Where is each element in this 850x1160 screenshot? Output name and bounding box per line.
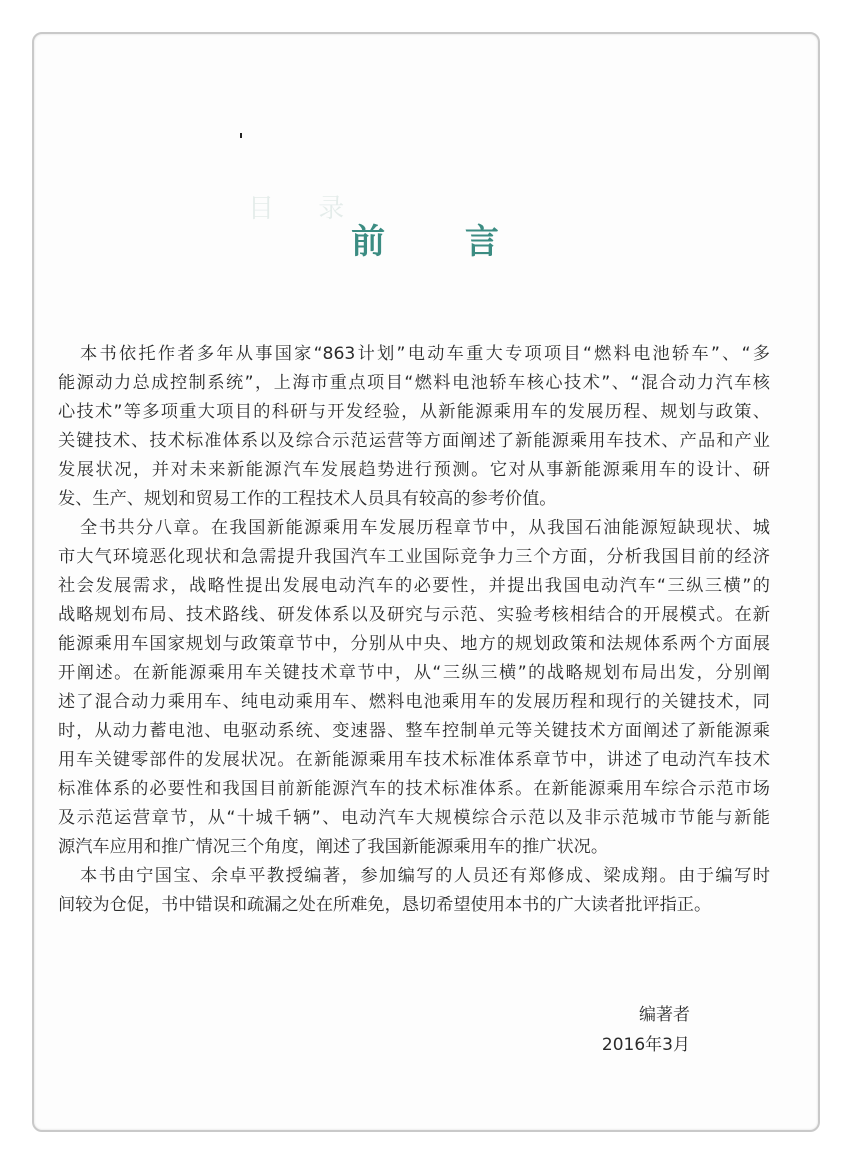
- paragraph-line: 战略规划布局、技术路线、研发体系以及研究与示范、实验考核相结合的开展模式。在新: [58, 605, 770, 625]
- page-title: 前 言: [351, 222, 533, 262]
- paragraph-line: 社会发展需求，战略性提出发展电动汽车的必要性，并提出我国电动汽车“三纵三横”的: [58, 576, 770, 596]
- paragraph-line: 发、生产、规划和贸易工作的工程技术人员具有较高的参考价值。: [58, 489, 557, 509]
- paragraph-line: 用车关键零部件的发展状况。在新能源乘用车技术标准体系章节中，讲述了电动汽车技术: [58, 750, 770, 770]
- paragraph-line: 全书共分八章。在我国新能源乘用车发展历程章节中，从我国石油能源短缺现状、城: [80, 518, 770, 538]
- paragraph-line: 标准体系的必要性和我国目前新能源汽车的技术标准体系。在新能源乘用车综合示范市场: [58, 779, 770, 799]
- paragraph-line: 心技术”等多项重大项目的科研与开发经验，从新能源乘用车的发展历程、规划与政策、: [58, 402, 770, 422]
- paragraph-line: 发展状况，并对未来新能源汽车发展趋势进行预测。它对从事新能源乘用车的设计、研: [58, 460, 770, 480]
- paragraph-line: 时，从动力蓄电池、电驱动系统、变速器、整车控制单元等关键技术方面阐述了新能源乘: [58, 721, 770, 741]
- paragraph-line: 能源动力总成控制系统”，上海市重点项目“燃料电池轿车核心技术”、“混合动力汽车核: [58, 373, 770, 393]
- show-through-heading: 目 录: [248, 194, 363, 224]
- author-signature: 编著者: [639, 1005, 690, 1025]
- paragraph-line: 市大气环境恶化现状和急需提升我国汽车工业国际竞争力三个方面，分析我国目前的经济: [58, 547, 770, 567]
- paragraph-line: 本书依托作者多年从事国家“863计划”电动车重大专项项目“燃料电池轿车”、“多: [80, 344, 770, 364]
- paragraph-line: 本书由宁国宝、余卓平教授编著，参加编写的人员还有郑修成、梁成翔。由于编写时: [80, 866, 770, 886]
- paragraph-line: 间较为仓促，书中错误和疏漏之处在所难免，恳切希望使用本书的广大读者批评指正。: [58, 895, 712, 915]
- paragraph-line: 关键技术、技术标准体系以及综合示范运营等方面阐述了新能源乘用车技术、产品和产业: [58, 431, 770, 451]
- paragraph-line: 源汽车应用和推广情况三个角度，阐述了我国新能源乘用车的推广状况。: [58, 837, 609, 857]
- scan-speck: [240, 133, 242, 138]
- paragraph-line: 能源乘用车国家规划与政策章节中，分别从中央、地方的规划政策和法规体系两个方面展: [58, 634, 770, 654]
- date-signature: 2016年3月: [601, 1035, 690, 1055]
- preface-body: [58, 340, 770, 920]
- paragraph-line: 及示范运营章节，从“十城千辆”、电动汽车大规模综合示范以及非示范城市节能与新能: [58, 808, 770, 828]
- paragraph-line: 述了混合动力乘用车、纯电动乘用车、燃料电池乘用车的发展历程和现行的关键技术，同: [58, 692, 770, 712]
- paragraph-line: 开阐述。在新能源乘用车关键技术章节中，从“三纵三横”的战略规划布局出发，分别阐: [58, 663, 770, 683]
